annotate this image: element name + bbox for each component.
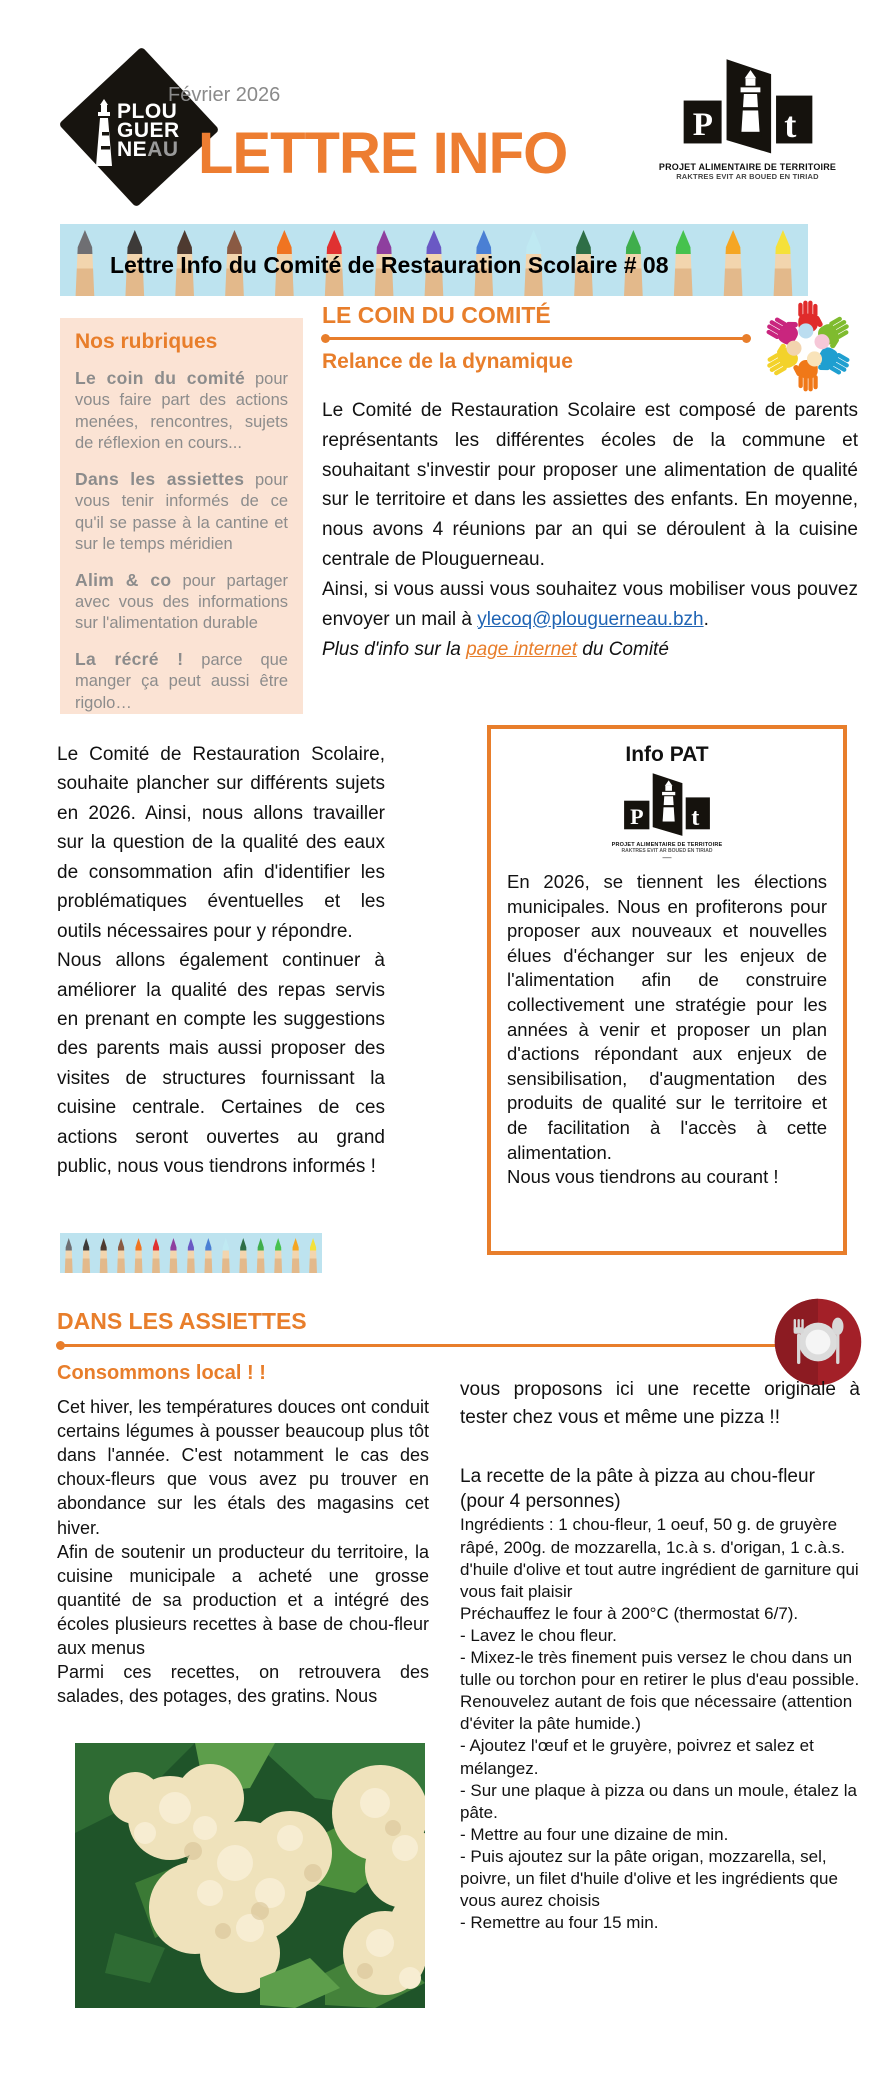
recipe-preheat: Préchauffez le four à 200°C (thermostat 6/7).	[460, 1603, 799, 1623]
pat-logo-dash: —	[662, 852, 672, 862]
rubrique-la-recre: La récré ! parce que manger ça peut aussi être rigolo…	[75, 648, 288, 712]
pencil-tip-icon	[96, 1238, 111, 1273]
email-link[interactable]: ylecoq@plouguerneau.bzh	[477, 608, 704, 630]
section-divider-line	[322, 337, 750, 340]
assiettes-title: DANS LES ASSIETTES	[57, 1308, 307, 1334]
pat-caption-fr: PROJET ALIMENTAIRE DE TERRITOIRE	[658, 162, 837, 172]
pencil-tip-icon	[665, 230, 701, 296]
pencil-tip-icon	[218, 1238, 233, 1273]
banner-title: Lettre Info du Comité de Restauration Scolaire # 08	[110, 252, 669, 278]
recipe-step: - Sur une plaque à pizza ou dans un moule, étalez la pâte.	[460, 1780, 857, 1822]
pencil-tip-icon	[715, 230, 751, 296]
pencil-tip-icon	[236, 1238, 251, 1273]
pencil-tip-icon	[306, 1238, 321, 1273]
recipe-step: - Lavez le chou fleur.	[460, 1625, 617, 1645]
sidebar-title: Nos rubriques	[75, 330, 218, 353]
info-pat-body: En 2026, se tiennent les élections municipales. Nous en profiterons pour proposer aux nouveaux et nouvelles élues d'échanger sur les enjeux de l'alimentation afin de construire collectivement une stratégie pour les années à venir et proposer un plan d'actions répondant aux enjeux de sensibilisation, d'augmentation des produits de qualité sur le territoire et de facilitation à l'accès à cette alimentation.	[507, 871, 827, 1163]
pencil-tip-icon	[131, 1238, 146, 1273]
pencil-tip-icon	[288, 1238, 303, 1273]
recipe-ingredients: Ingrédients : 1 chou-fleur, 1 oeuf, 50 g. de gruyère râpé, 200g. de mozzarella, 1c.à s. d'origan, 1 c.à.s. d'huile d'olive et tout autre ingrédient de garniture qui vous fait plaisir	[460, 1515, 859, 1601]
section-divider-line	[57, 1344, 797, 1347]
pat-logo-icon	[682, 56, 814, 155]
pencil-tip-icon	[148, 1238, 163, 1273]
pencil-tip-icon	[79, 1238, 94, 1273]
rubrique-coin-comite: Le coin du comité pour vous faire part des actions menées, rencontres, sujets de réflexion en cours...	[75, 368, 289, 453]
pat-logo	[645, 56, 850, 181]
comite-paragraph-2: Ainsi, si vous aussi vous souhaitez vous mobiliser vous pouvez envoyer un mail à ylecoq@plouguerneau.bzh.	[322, 578, 858, 630]
hands-circle-icon	[754, 292, 862, 400]
recipe-step: - Remettre au four 15 min.	[460, 1913, 659, 1933]
pat-logo-icon-small	[623, 771, 711, 837]
pencil-tip-icon	[114, 1238, 129, 1273]
pencil-tip-icon	[201, 1238, 216, 1273]
issue-date: Février 2026	[168, 84, 281, 106]
assiettes-subtitle: Consommons local ! !	[57, 1362, 266, 1384]
rubrique-alim-co: Alim & co pour partager avec vous des informations sur l'alimentation durable	[75, 569, 288, 633]
assiettes-left-paragraph-2: Afin de soutenir un producteur du territoire, la cuisine municipale a acheté une grosse quantité de sa production et a intégré des écoles plusieurs recettes à base de chou-fleur aux menus	[57, 1541, 429, 1659]
section-coin-comite	[322, 302, 858, 664]
pat-caption-br: RAKTRES EVIT AR BOUED EN TIRIAD	[676, 172, 819, 181]
info-pat-closing: Nous vous tiendrons au courant !	[507, 1166, 779, 1188]
recipe-title: La recette de la pâte à pizza au chou-fleur (pour 4 personnes)	[460, 1466, 815, 1512]
lighthouse-icon	[93, 96, 115, 170]
comite-paragraph-1: Le Comité de Restauration Scolaire est composé de parents représentants les différentes écoles de la commune et souhaitant s'investir pour proposer une alimentation de qualité sur le territoire et dans les assiettes des enfants. En moyenne, nous avons 4 réunions par an qui se déroulent à la cuisine centrale de Plouguerneau.	[322, 400, 858, 571]
info-pat-box	[487, 725, 847, 1255]
plouguerneau-wordmark: PLOU GUER NEAU	[117, 100, 180, 161]
assiettes-left-paragraph-1: Cet hiver, les températures douces ont conduit certains légumes à pousser beaucoup plus tôt dans l'année. C'est notamment le cas des choux-fleurs que vous avez pu trouver en abondance sur les étals des magasins cet hiver.	[57, 1397, 429, 1538]
pencil-tip-icon	[61, 1238, 76, 1273]
assiettes-right-lead: vous proposons ici une recette originale à tester chez vous et même une pizza !!	[460, 1379, 860, 1428]
dining-plate-icon	[772, 1296, 864, 1388]
assiettes-left-column	[57, 1395, 429, 1708]
pencil-tip-icon	[271, 1238, 286, 1273]
plouguerneau-logo	[70, 52, 210, 207]
recipe-step: - Ajoutez l'œuf et le gruyère, poivrez et salez et mélangez.	[460, 1736, 814, 1778]
comite-projects-article	[57, 740, 385, 1182]
coin-comite-title: LE COIN DU COMITÉ	[322, 302, 551, 328]
cauliflower-photo	[75, 1743, 425, 2008]
rubrique-dans-assiettes: Dans les assiettes pour vous tenir informés de ce qu'il se passe à la cantine et sur le temps méridien	[75, 468, 288, 554]
pat-caption-fr-small: PROJET ALIMENTAIRE DE TERRITOIRE	[611, 842, 723, 848]
pencil-tip-icon	[253, 1238, 268, 1273]
pencil-tip-icon	[67, 230, 103, 296]
section-dans-les-assiettes	[57, 1308, 802, 1347]
assiettes-left-paragraph-3: Parmi ces recettes, on retrouvera des salades, des potages, des gratins. Nous	[57, 1662, 429, 1707]
recipe-step: - Mixez-le très finement puis versez le chou dans un tulle ou torchon pour en retirer le plus d'eau possible. Renouvelez autant de fois que nécessaire (attention d'éviter la pâte humide.)	[460, 1648, 860, 1734]
recipe-step: - Mettre au four une dizaine de min.	[460, 1824, 729, 1844]
more-info-line: Plus d'info sur la page internet du Comité	[322, 638, 669, 660]
info-pat-title: Info PAT	[625, 743, 709, 766]
pencil-tip-icon	[166, 1238, 181, 1273]
recipe-step: - Puis ajoutez sur la pâte origan, mozzarella, sel, poivre, un filet d'huile d'olive et les ingrédients que vous aurez choisis	[460, 1846, 838, 1911]
pat-caption-br-small: RAKTRES EVIT AR BOUED EN TIRIAD	[621, 848, 713, 854]
projects-paragraph-2: Nous allons également continuer à améliorer la qualité des repas servis en prenant en compte les suggestions des parents mais aussi proposer des visites de structures fournissant la cuisine centrale. Certaines de ces actions seront ouvertes au grand public, nous vous tiendrons informés !	[57, 950, 385, 1178]
newsletter-title: LETTRE INFO	[198, 121, 568, 186]
rubriques-sidebar	[60, 318, 303, 714]
coin-comite-subtitle: Relance de la dynamique	[322, 350, 573, 373]
pencil-divider	[60, 1233, 322, 1273]
projects-paragraph-1: Le Comité de Restauration Scolaire, souhaite plancher sur différents sujets en 2026. Ainsi, nous allons travailler sur la question de la qualité des eaux de consommation afin d'identifier les problématiques éventuelles et les outils nécessaires pour y répondre.	[57, 744, 385, 942]
page-internet-link[interactable]: page internet	[466, 638, 578, 660]
pencil-tip-icon	[765, 230, 801, 296]
assiettes-right-column	[460, 1376, 860, 1934]
pencil-tip-icon	[183, 1238, 198, 1273]
recipe-body	[460, 1514, 860, 1934]
